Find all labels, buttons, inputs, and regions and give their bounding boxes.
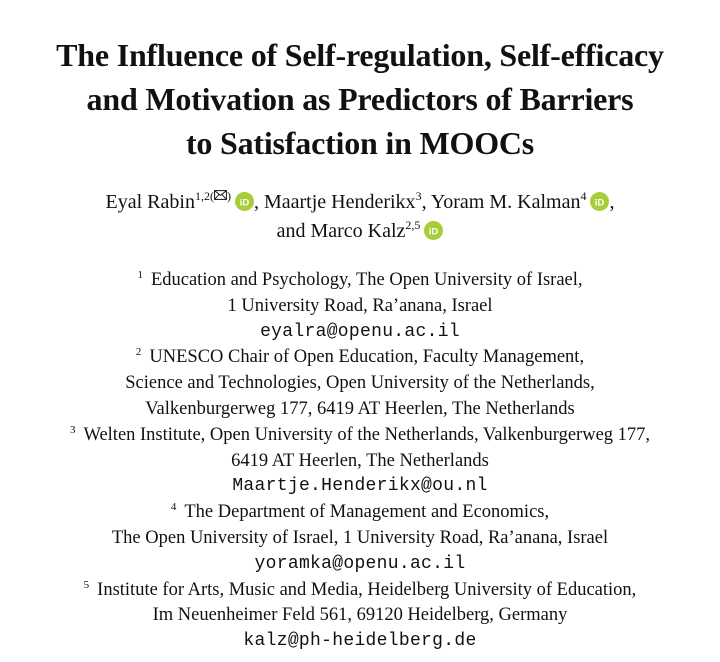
email-link[interactable]: yoramka@openu.ac.il: [254, 553, 466, 574]
affiliation-list: [0, 268, 720, 655]
affiliation-line: Im Neuenheimer Feld 561, 69120 Heidelberg, Germany: [152, 605, 568, 626]
affiliation-line: The Open University of Israel, 1 University Road, Ra’anana, Israel: [111, 527, 609, 548]
author-name: Yoram M. Kalman: [430, 191, 581, 213]
orcid-icon[interactable]: [235, 192, 254, 211]
email-link[interactable]: eyalra@openu.ac.il: [260, 321, 460, 342]
affiliation-line: $^1$ Education and Psychology, The Open University of Israel,: [137, 269, 583, 290]
orcid-icon[interactable]: [590, 192, 609, 211]
affiliation-number: 3: [69, 423, 76, 436]
affiliation-number: 1: [137, 269, 143, 281]
affiliation-line: $^3$ Welten Institute, Open University of the Netherlands, Valkenburgerweg 177,: [69, 423, 651, 445]
affiliation-number: 4: [170, 501, 177, 514]
svg-text:iD: iD: [239, 197, 250, 209]
envelope-icon[interactable]: [214, 190, 227, 200]
svg-text:iD: iD: [429, 226, 439, 238]
author-affiliation-marker: 1,2( ): [194, 189, 231, 203]
affiliation-line: $^2$ UNESCO Chair of Open Education, Faculty Management,: [135, 346, 585, 368]
author-line-2: [0, 217, 720, 246]
affiliation-line: $^5$ Institute for Arts, Music and Media, Heidelberg University of Education,: [83, 578, 637, 600]
author-affiliation-marker: 2,5: [405, 218, 421, 232]
email-link[interactable]: kalz@ph-heidelberg.de: [243, 631, 477, 652]
title-line-3: to Satisfaction in MOOCs: [185, 125, 535, 162]
svg-text:iD: iD: [595, 197, 605, 209]
author-affiliation-marker: 3: [415, 189, 422, 203]
title-line-2: and Motivation as Predictors of Barriers: [86, 81, 634, 118]
affiliation-line: 6419 AT Heerlen, The Netherlands: [231, 450, 489, 471]
affiliation-line: Valkenburgerweg 177, 6419 AT Heerlen, The Netherlands: [145, 398, 575, 419]
affiliation-line: 1 University Road, Ra’anana, Israel: [227, 295, 493, 316]
author-name: Maartje Henderikx: [263, 191, 416, 213]
author-line-1: [0, 188, 720, 217]
email-link[interactable]: Maartje.Henderikx@ou.nl: [232, 476, 488, 497]
affiliation-line: $^4$ The Department of Management and Economics,: [170, 501, 550, 523]
title-line-1: The Influence of Self-regulation, Self-efficacy: [56, 37, 664, 74]
author-affiliation-marker: 4: [580, 189, 587, 203]
author-name: Eyal Rabin: [105, 191, 195, 213]
author-separator: ,: [253, 191, 259, 213]
author-separator: ,: [609, 191, 615, 213]
author-list: [0, 188, 720, 246]
author-separator: ,: [421, 191, 427, 213]
author-name: and Marco Kalz: [276, 220, 406, 242]
affiliation-line: Science and Technologies, Open University of the Netherlands,: [125, 373, 595, 394]
orcid-icon[interactable]: [424, 221, 443, 240]
paper-title: [0, 33, 720, 165]
affiliation-number: 5: [83, 578, 90, 591]
affiliation-number: 2: [135, 346, 142, 359]
